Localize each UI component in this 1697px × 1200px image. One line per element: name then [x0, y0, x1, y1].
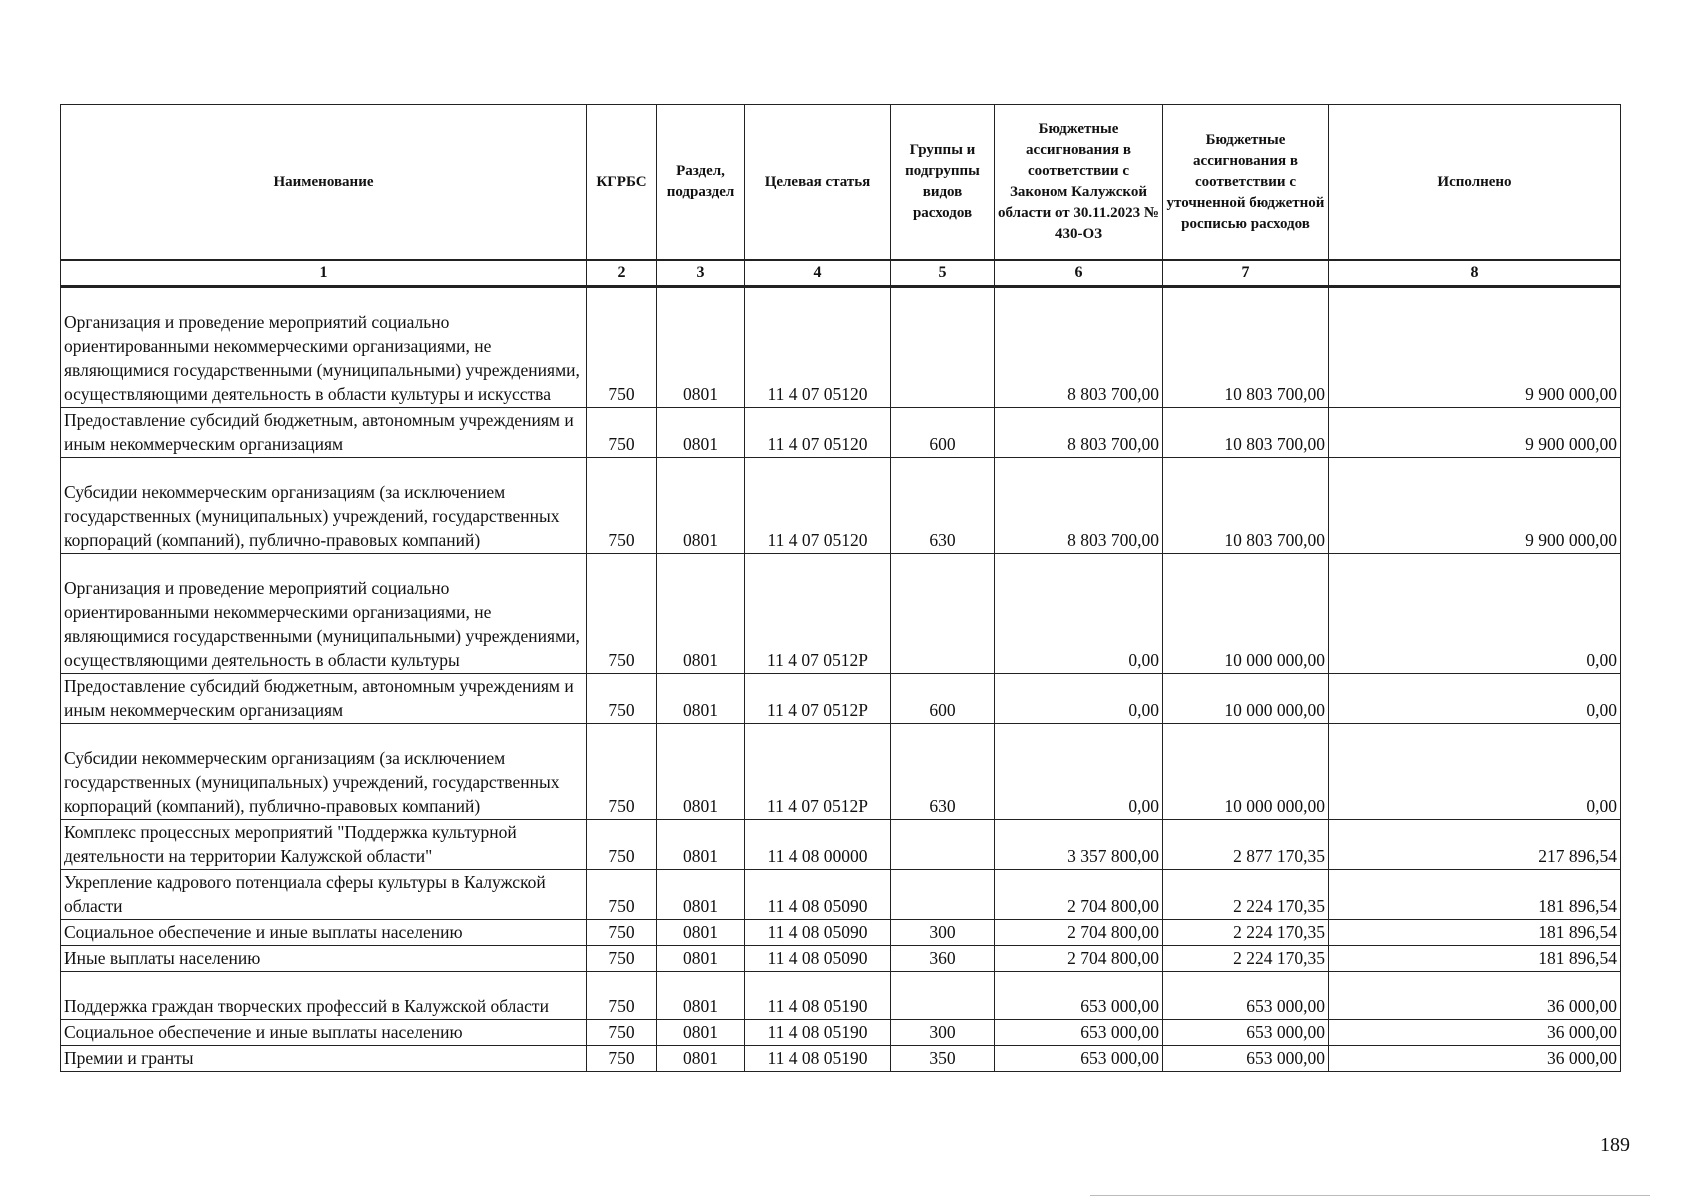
- row-refined: 653 000,00: [1163, 1020, 1329, 1046]
- row-law: 2 704 800,00: [995, 920, 1163, 946]
- row-refined: 653 000,00: [1163, 972, 1329, 1020]
- row-executed: 181 896,54: [1329, 920, 1621, 946]
- row-section: 0801: [657, 674, 745, 724]
- row-law: 3 357 800,00: [995, 820, 1163, 870]
- row-section: 0801: [657, 724, 745, 820]
- row-name: Субсидии некоммерческим организациям (за исключением государственных (муниципальных) учреждений, государственных корпораций (компаний), публично-правовых компаний): [61, 724, 587, 820]
- column-number: 5: [891, 260, 995, 287]
- row-refined: 653 000,00: [1163, 1046, 1329, 1072]
- row-law: 8 803 700,00: [995, 287, 1163, 408]
- budget-table: [60, 104, 1621, 1072]
- row-group: 600: [891, 408, 995, 458]
- row-section: 0801: [657, 946, 745, 972]
- row-kgrbs: 750: [587, 724, 657, 820]
- row-target: 11 4 08 00000: [745, 820, 891, 870]
- row-group: [891, 972, 995, 1020]
- row-refined: 10 803 700,00: [1163, 287, 1329, 408]
- column-number-row: [61, 260, 1621, 287]
- table-row: [61, 946, 1621, 972]
- row-target: 11 4 08 05190: [745, 1020, 891, 1046]
- row-refined: 10 000 000,00: [1163, 724, 1329, 820]
- row-kgrbs: 750: [587, 674, 657, 724]
- row-section: 0801: [657, 820, 745, 870]
- row-law: 8 803 700,00: [995, 458, 1163, 554]
- column-number: 3: [657, 260, 745, 287]
- row-executed: 36 000,00: [1329, 972, 1621, 1020]
- row-name: Субсидии некоммерческим организациям (за исключением государственных (муниципальных) учреждений, государственных корпораций (компаний), публично-правовых компаний): [61, 458, 587, 554]
- table-body: [61, 287, 1621, 1072]
- row-refined: 10 000 000,00: [1163, 674, 1329, 724]
- row-law: 2 704 800,00: [995, 870, 1163, 920]
- row-group: 360: [891, 946, 995, 972]
- row-target: 11 4 08 05190: [745, 972, 891, 1020]
- row-group: 600: [891, 674, 995, 724]
- row-executed: 0,00: [1329, 674, 1621, 724]
- row-target: 11 4 07 0512Р: [745, 724, 891, 820]
- row-section: 0801: [657, 554, 745, 674]
- table-row: [61, 920, 1621, 946]
- page-number: 189: [1600, 1134, 1630, 1156]
- row-section: 0801: [657, 972, 745, 1020]
- row-group: 300: [891, 1020, 995, 1046]
- table-row: [61, 458, 1621, 554]
- row-name: Поддержка граждан творческих профессий в Калужской области: [61, 972, 587, 1020]
- row-section: 0801: [657, 458, 745, 554]
- row-target: 11 4 07 0512Р: [745, 554, 891, 674]
- row-group: 350: [891, 1046, 995, 1072]
- row-executed: 36 000,00: [1329, 1046, 1621, 1072]
- header-section: Раздел, подраздел: [657, 105, 745, 261]
- row-section: 0801: [657, 287, 745, 408]
- table-row: [61, 287, 1621, 408]
- row-section: 0801: [657, 870, 745, 920]
- row-refined: 2 224 170,35: [1163, 946, 1329, 972]
- header-groups: Группы и подгруппы видов расходов: [891, 105, 995, 261]
- column-number: 1: [61, 260, 587, 287]
- row-law: 653 000,00: [995, 1046, 1163, 1072]
- header-executed: Исполнено: [1329, 105, 1621, 261]
- row-name: Организация и проведение мероприятий социально ориентированными некоммерческими организациями, не являющимися государственными (муниципальными) учреждениями, осуществляющими деятельность в области культуры: [61, 554, 587, 674]
- row-executed: 217 896,54: [1329, 820, 1621, 870]
- row-target: 11 4 08 05090: [745, 920, 891, 946]
- row-executed: 9 900 000,00: [1329, 287, 1621, 408]
- row-kgrbs: 750: [587, 458, 657, 554]
- row-name: Предоставление субсидий бюджетным, автономным учреждениям и иным некоммерческим организациям: [61, 674, 587, 724]
- row-law: 653 000,00: [995, 972, 1163, 1020]
- row-refined: 10 803 700,00: [1163, 458, 1329, 554]
- table-row: [61, 1046, 1621, 1072]
- row-group: [891, 870, 995, 920]
- row-law: 0,00: [995, 674, 1163, 724]
- row-target: 11 4 07 05120: [745, 458, 891, 554]
- row-law: 2 704 800,00: [995, 946, 1163, 972]
- row-law: 0,00: [995, 554, 1163, 674]
- column-number: 7: [1163, 260, 1329, 287]
- row-law: 0,00: [995, 724, 1163, 820]
- column-number: 4: [745, 260, 891, 287]
- row-executed: 9 900 000,00: [1329, 408, 1621, 458]
- row-name: Социальное обеспечение и иные выплаты населению: [61, 920, 587, 946]
- row-kgrbs: 750: [587, 1046, 657, 1072]
- header-name: Наименование: [61, 105, 587, 261]
- row-group: 300: [891, 920, 995, 946]
- row-name: Организация и проведение мероприятий социально ориентированными некоммерческими организациями, не являющимися государственными (муниципальными) учреждениями, осуществляющими деятельность в области культуры и искусства: [61, 287, 587, 408]
- table-row: [61, 724, 1621, 820]
- row-group: [891, 820, 995, 870]
- table-row: [61, 870, 1621, 920]
- row-name: Иные выплаты населению: [61, 946, 587, 972]
- row-name: Предоставление субсидий бюджетным, автономным учреждениям и иным некоммерческим организациям: [61, 408, 587, 458]
- row-kgrbs: 750: [587, 408, 657, 458]
- row-name: Премии и гранты: [61, 1046, 587, 1072]
- row-executed: 181 896,54: [1329, 870, 1621, 920]
- table-row: [61, 674, 1621, 724]
- row-target: 11 4 08 05090: [745, 946, 891, 972]
- row-section: 0801: [657, 1046, 745, 1072]
- row-refined: 2 877 170,35: [1163, 820, 1329, 870]
- row-name: Социальное обеспечение и иные выплаты населению: [61, 1020, 587, 1046]
- table-row: [61, 972, 1621, 1020]
- row-law: 8 803 700,00: [995, 408, 1163, 458]
- row-refined: 10 000 000,00: [1163, 554, 1329, 674]
- row-kgrbs: 750: [587, 946, 657, 972]
- column-number: 8: [1329, 260, 1621, 287]
- row-kgrbs: 750: [587, 1020, 657, 1046]
- row-kgrbs: 750: [587, 820, 657, 870]
- row-name: Комплекс процессных мероприятий "Поддержка культурной деятельности на территории Калужской области": [61, 820, 587, 870]
- row-name: Укрепление кадрового потенциала сферы культуры в Калужской области: [61, 870, 587, 920]
- table-row: [61, 820, 1621, 870]
- footer-divider: [1090, 1195, 1650, 1196]
- row-group: 630: [891, 458, 995, 554]
- budget-table-container: [60, 104, 1620, 1072]
- table-row: [61, 1020, 1621, 1046]
- table-row: [61, 408, 1621, 458]
- row-refined: 2 224 170,35: [1163, 870, 1329, 920]
- header-refined: Бюджетные ассигнования в соответствии с уточненной бюджетной росписью расходов: [1163, 105, 1329, 261]
- table-row: [61, 554, 1621, 674]
- column-number: 6: [995, 260, 1163, 287]
- row-group: [891, 554, 995, 674]
- header-kgrbs: КГРБС: [587, 105, 657, 261]
- header-row: [61, 105, 1621, 261]
- row-executed: 181 896,54: [1329, 946, 1621, 972]
- row-target: 11 4 08 05190: [745, 1046, 891, 1072]
- column-number: 2: [587, 260, 657, 287]
- row-refined: 10 803 700,00: [1163, 408, 1329, 458]
- row-executed: 36 000,00: [1329, 1020, 1621, 1046]
- row-group: [891, 287, 995, 408]
- row-executed: 0,00: [1329, 554, 1621, 674]
- row-kgrbs: 750: [587, 554, 657, 674]
- row-refined: 2 224 170,35: [1163, 920, 1329, 946]
- row-target: 11 4 07 05120: [745, 287, 891, 408]
- row-executed: 9 900 000,00: [1329, 458, 1621, 554]
- row-kgrbs: 750: [587, 870, 657, 920]
- row-kgrbs: 750: [587, 972, 657, 1020]
- row-kgrbs: 750: [587, 920, 657, 946]
- row-target: 11 4 08 05090: [745, 870, 891, 920]
- header-law: Бюджетные ассигнования в соответствии с Законом Калужской области от 30.11.2023 № 430-ОЗ: [995, 105, 1163, 261]
- row-executed: 0,00: [1329, 724, 1621, 820]
- row-section: 0801: [657, 1020, 745, 1046]
- row-target: 11 4 07 05120: [745, 408, 891, 458]
- header-target: Целевая статья: [745, 105, 891, 261]
- row-law: 653 000,00: [995, 1020, 1163, 1046]
- row-section: 0801: [657, 408, 745, 458]
- row-section: 0801: [657, 920, 745, 946]
- row-group: 630: [891, 724, 995, 820]
- row-target: 11 4 07 0512Р: [745, 674, 891, 724]
- row-kgrbs: 750: [587, 287, 657, 408]
